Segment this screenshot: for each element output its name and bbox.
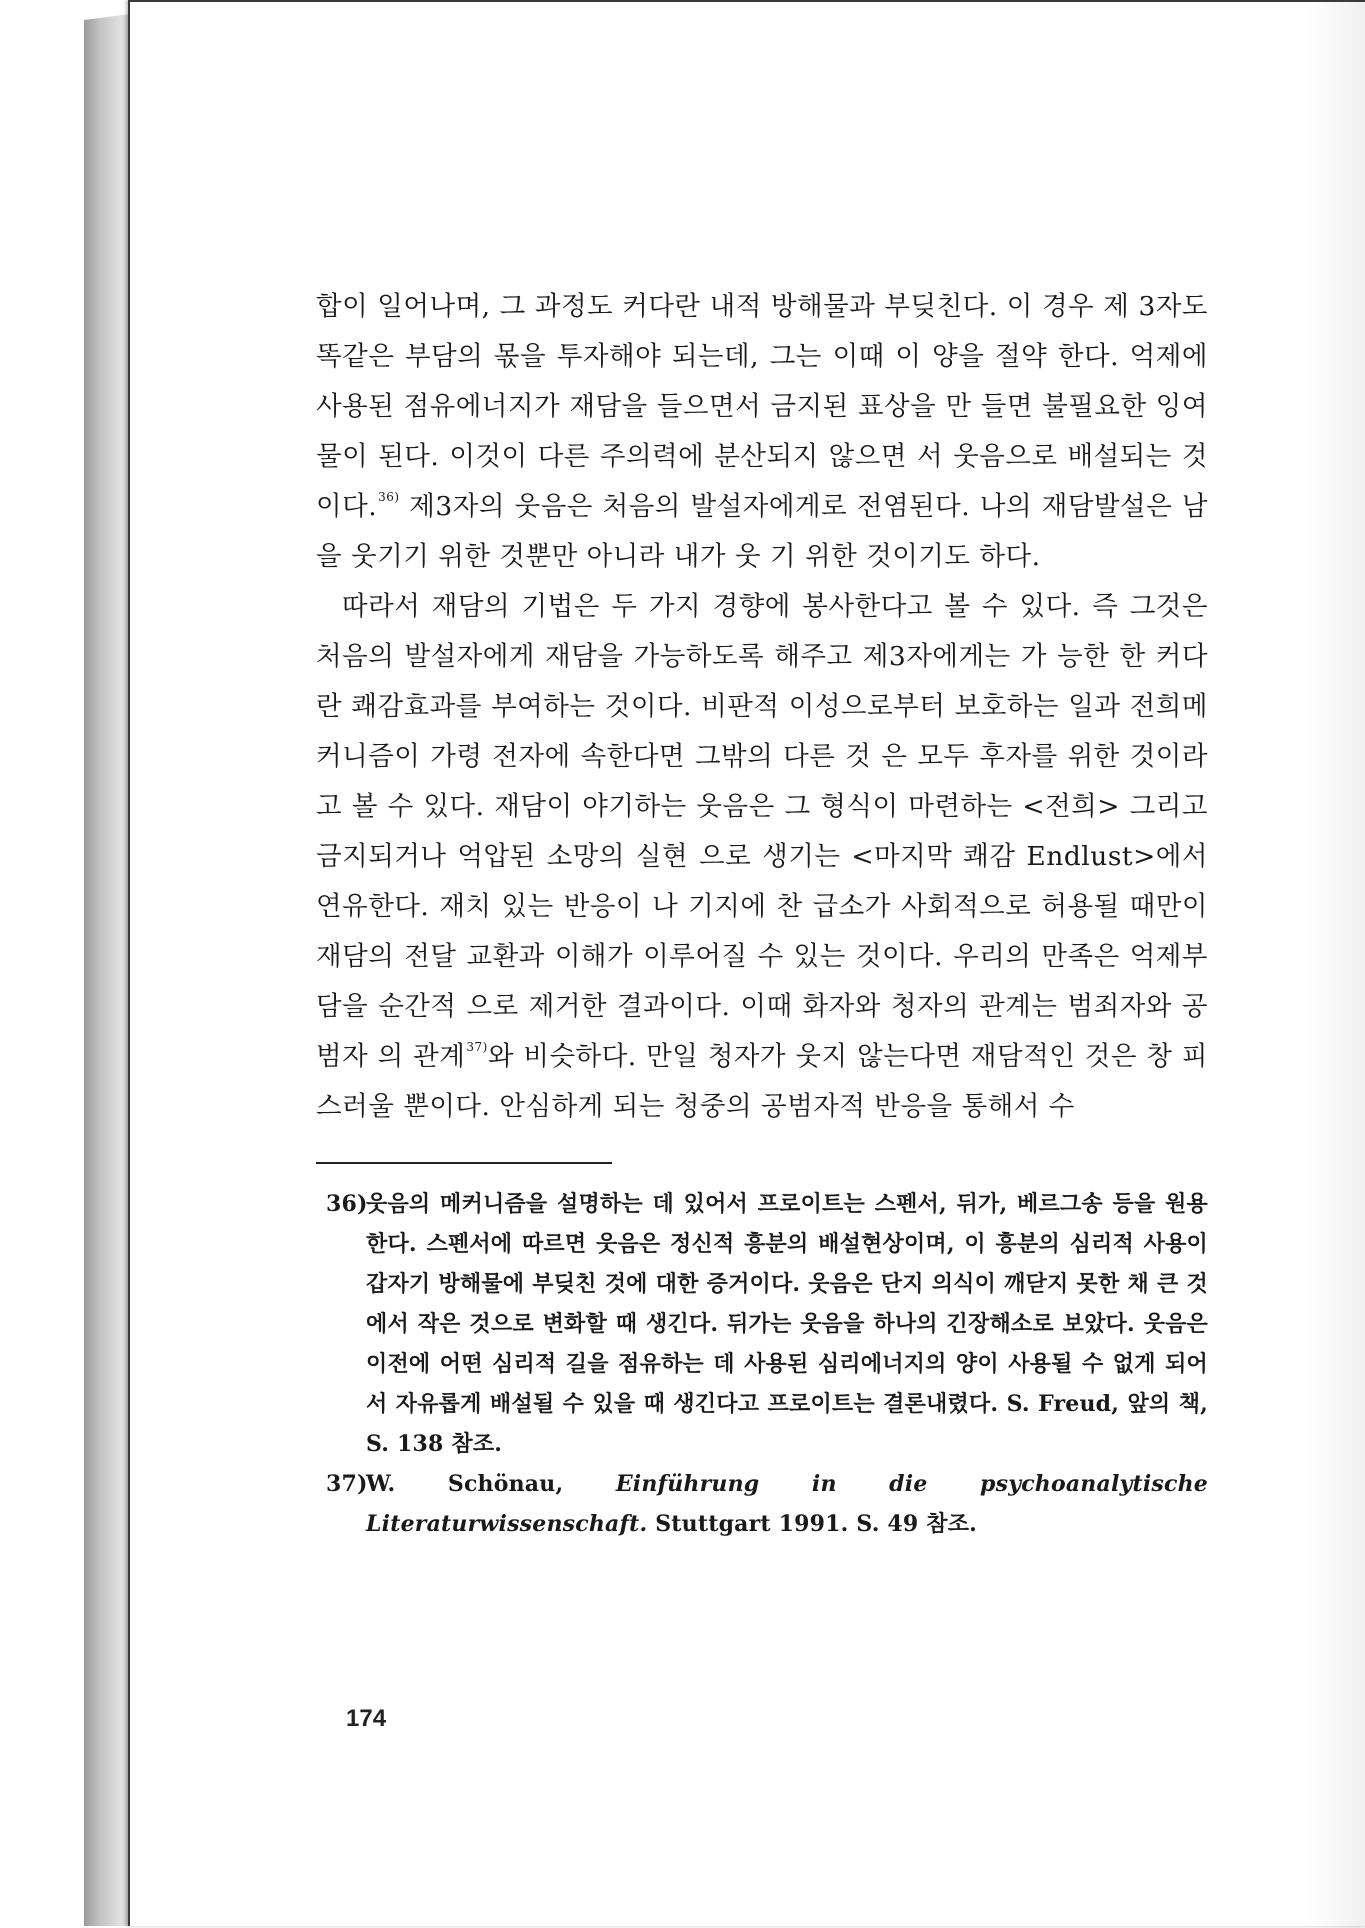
page-shade [1305,2,1365,1928]
paragraph-1-line: 전염된다. 나의 재담발설은 남을 웃기기 위한 것뿐만 아니라 내가 웃 [316,491,1208,572]
paragraph-2-line: 나 기지에 찬 급소가 사회적으로 허용될 때만이 재담의 전달 교환과 [316,891,1208,972]
footnote-36 [316,1184,1208,1464]
paragraph-1-line: 들면 불필요한 잉여물이 된다. 이것이 다른 주의력에 분산되지 않으면 [316,391,1208,472]
footnote-book-title: Einführung in die psychoanalytische Literaturwissenschaft. [366,1471,1208,1537]
paragraph-2-line: 이해가 이루어질 수 있는 것이다. 우리의 만족은 억제부담을 순간적 [316,941,1208,1022]
paragraph-2-line: 보호하는 일과 전희메커니즘이 가령 전자에 속한다면 그밖의 다른 것 [316,691,1208,772]
paragraph-1-line: 제3자의 웃음은 처음의 발설자에게로 [399,491,848,522]
paragraph-2-line: 의 관계 [377,1041,466,1072]
paragraph-1-line: 3자도 똑같은 부담의 몫을 투자해야 되는데, 그는 이때 이 양을 절약 [316,291,1208,372]
paragraph-2-line: 따라서 재담의 기법은 두 가지 경향에 봉사한다고 볼 수 있다. 즉 [342,591,1119,622]
paragraph-2-line: 으로 제거한 결과이다. 이때 화자와 청자의 관계는 범죄자와 공범자 [316,991,1208,1072]
paragraph-2-line: 은 모두 후자를 위한 것이라고 볼 수 있다. 재담이 야기하는 웃음은 [316,741,1208,822]
footnote-text: Stuttgart 1991. S. 49 참조. [647,1511,978,1537]
body-text [316,282,1208,1132]
footnote-number: 37) [326,1471,368,1497]
paragraph-1-line: 합이 일어나며, 그 과정도 커다란 내적 방해물과 부딪친다. 이 경우 제 [316,291,1130,322]
paragraph-2-line: 피스러울 뿐이다. 안심하게 되는 청중의 공범자적 반응을 통해서 수 [316,1041,1208,1122]
footnote-37 [316,1464,1208,1544]
footnote-text: W. Schönau, [366,1471,616,1497]
footnote-ref-37[interactable]: 37) [466,1040,488,1054]
footnote-divider [316,1162,612,1164]
footnotes [316,1184,1208,1544]
paragraph-2 [316,582,1208,1132]
paragraph-2-line: 능한 한 커다란 쾌감효과를 부여하는 것이다. 비판적 이성으로부터 [316,641,1208,722]
paragraph-1-line: 서 웃음으로 배설되는 것이다. [316,441,1208,522]
paragraph-2-line: 그 형식이 마련하는 <전희> 그리고 금지되거나 억압된 소망의 실현 [316,791,1208,872]
page-content [316,282,1208,1544]
footnote-text: 웃음의 메커니즘을 설명하는 데 있어서 프로이트는 스펜서, 뒤가, 베르그송 등을 원용한다. 스펜서에 따르면 웃음은 정신적 흥분의 배설현상이며, 이 흥분의 심리적 사용이 갑자기 방해물에 부딪친 것에 대한 증거이다. 웃음은 단지 의식이 깨닫지 못한 채 큰 것에서 작은 것으로 변화할 때 생긴다. 뒤가는 웃음을 하나의 긴장해소로 보았다. 웃음은 이전에 어떤 심리적 길을 점유하는 데 사용된 심리에너지의 양이 사용될 수 없게 되어서 자유롭게 배설될 수 있을 때 생긴다고 프로이트는 결론내렸다. S. Freud, 앞의 책, S. 138 참조. [366,1191,1208,1457]
footnote-number: 36) [326,1191,368,1217]
paragraph-2-line: 그것은 처음의 발설자에게 재담을 가능하도록 해주고 제3자에게는 가 [316,591,1208,672]
paragraph-2-line: 와 비슷하다. 만일 청자가 웃지 않는다면 재담적인 것은 창 [487,1041,1173,1072]
footnote-ref-36[interactable]: 36) [378,490,400,504]
paragraph-2-line: 으로 생기는 <마지막 쾌감 Endlust>에서 연유한다. 재치 있는 반응이 [316,841,1208,922]
paragraph-1-line: 한다. 억제에 사용된 점유에너지가 재담을 들으면서 금지된 표상을 만 [316,341,1208,422]
paragraph-1 [316,282,1208,582]
book-page-edge [84,14,130,1926]
page-number: 174 [346,1705,387,1732]
paragraph-1-line: 기 위한 것이기도 하다. [769,541,1041,572]
